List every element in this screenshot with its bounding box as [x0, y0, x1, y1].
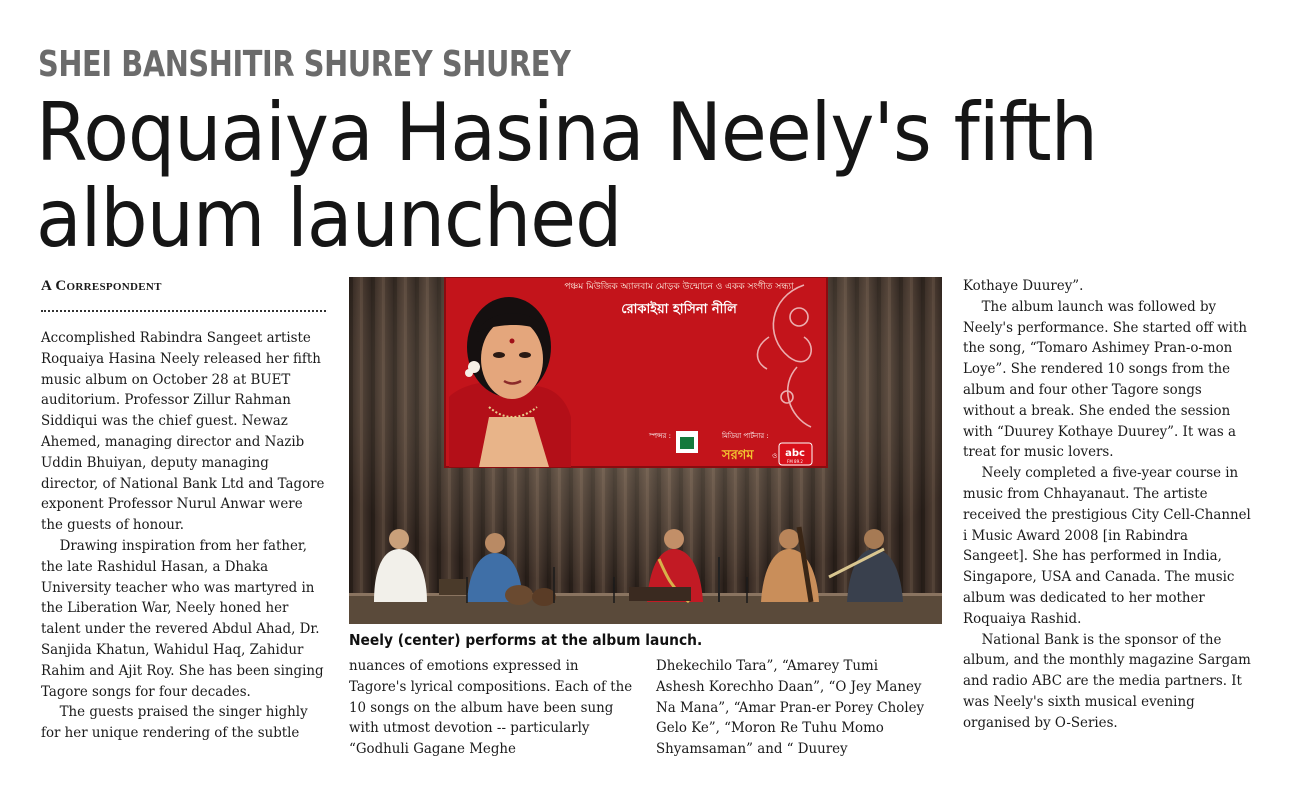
- paragraph: National Bank is the sponsor of the album, and the monthly magazine Sargam and radio ABC are the media partners. It was Neely's sixth musical evening organised by O-Series.: [963, 631, 1251, 731]
- paragraph: The guests praised the singer highly for her unique rendering of the subtle: [41, 704, 308, 742]
- photo-caption: Neely (center) performs at the album launch.: [349, 631, 703, 649]
- abc-radio-frequency: FM 89.2: [787, 459, 803, 464]
- banner-line-1: পঞ্চম মিউজিক অ্যালবাম মোড়ক উন্মোচন ও একক সংগীত সন্ধ্যা: [564, 282, 794, 292]
- concert-photo: [349, 277, 942, 624]
- headline-line-2: album launched: [36, 172, 622, 265]
- article-column-4: [963, 276, 1254, 734]
- sponsor-logo: [680, 437, 694, 449]
- paragraph: Accomplished Rabindra Sangeet artiste Roquaiya Hasina Neely released her fifth music album on October 28 at BUET auditorium. Professor Zillur Rahman Siddiqui was the chief guest. Newaz Ahemed, managing director and Nazib Uddin Bhuiyan, deputy managing director, of National Bank Ltd and Tagore exponent Professor Nurul Anwar were the guests of honour.: [41, 330, 325, 534]
- paragraph: Neely completed a five-year course in music from Chhayanaut. The artiste received the prestigious City Cell-Channel i Music Award 2008 [in Rabindra Sangeet]. She has performed in India, Singapore, USA and Canada. The music album was dedicated to her mother Roquaiya Rashid.: [963, 465, 1251, 627]
- article-column-2: [349, 656, 633, 760]
- event-banner: [445, 277, 827, 467]
- media-conjunction: ও: [772, 452, 778, 460]
- byline: A Correspondent: [41, 276, 326, 312]
- paragraph: The album launch was followed by Neely's performance. She started off with the song, “Tomaro Ashimey Pran-o-mon Loye”. She rendered 10 songs from the album and four other Tagore songs without a break. She ended the session with “Duurey Kothaye Duurey”. It was a treat for music lovers.: [963, 298, 1247, 461]
- article-column-3: [656, 656, 930, 760]
- paragraph: nuances of emotions expressed in Tagore's lyrical compositions. Each of the 10 songs on the album have been sung with utmost devotion -- particularly “Godhuli Gagane Meghe: [349, 658, 633, 758]
- paragraph: Drawing inspiration from her father, the late Rashidul Hasan, a Dhaka University teacher who was martyred in the Liberation War, Neely honed her talent under the revered Abdul Ahad, Dr. Sanjida Khatun, Wahidul Haq, Zahidur Rahim and Ajit Roy. She has been singing Tagore songs for four decades.: [41, 537, 324, 700]
- banner-line-2: রোকাইয়া হাসিনা নীলি: [621, 302, 737, 317]
- abc-radio-logo: abc: [785, 448, 805, 459]
- paragraph: Kothaye Duurey”.: [963, 278, 1084, 294]
- sargam-logo: সরগম: [722, 448, 754, 463]
- paragraph: Dhekechilo Tara”, “Amarey Tumi Ashesh Korechho Daan”, “O Jey Maney Na Mana”, “Amar Pran-er Porey Choley Gelo Ke”, “Moron Re Tuhu Momo Shyamsaman” and “ Duurey: [656, 658, 925, 758]
- sponsor-label: স্পন্সর :: [649, 432, 671, 440]
- headline: [36, 86, 1098, 265]
- article-column-1: [41, 328, 325, 744]
- section-kicker: SHEI BANSHITIR SHUREY SHUREY: [38, 44, 571, 85]
- harmonium: [629, 587, 691, 601]
- media-partner-label: মিডিয়া পার্টনার :: [722, 432, 769, 440]
- headline-line-1: Roquaiya Hasina Neely's fifth: [36, 86, 1098, 179]
